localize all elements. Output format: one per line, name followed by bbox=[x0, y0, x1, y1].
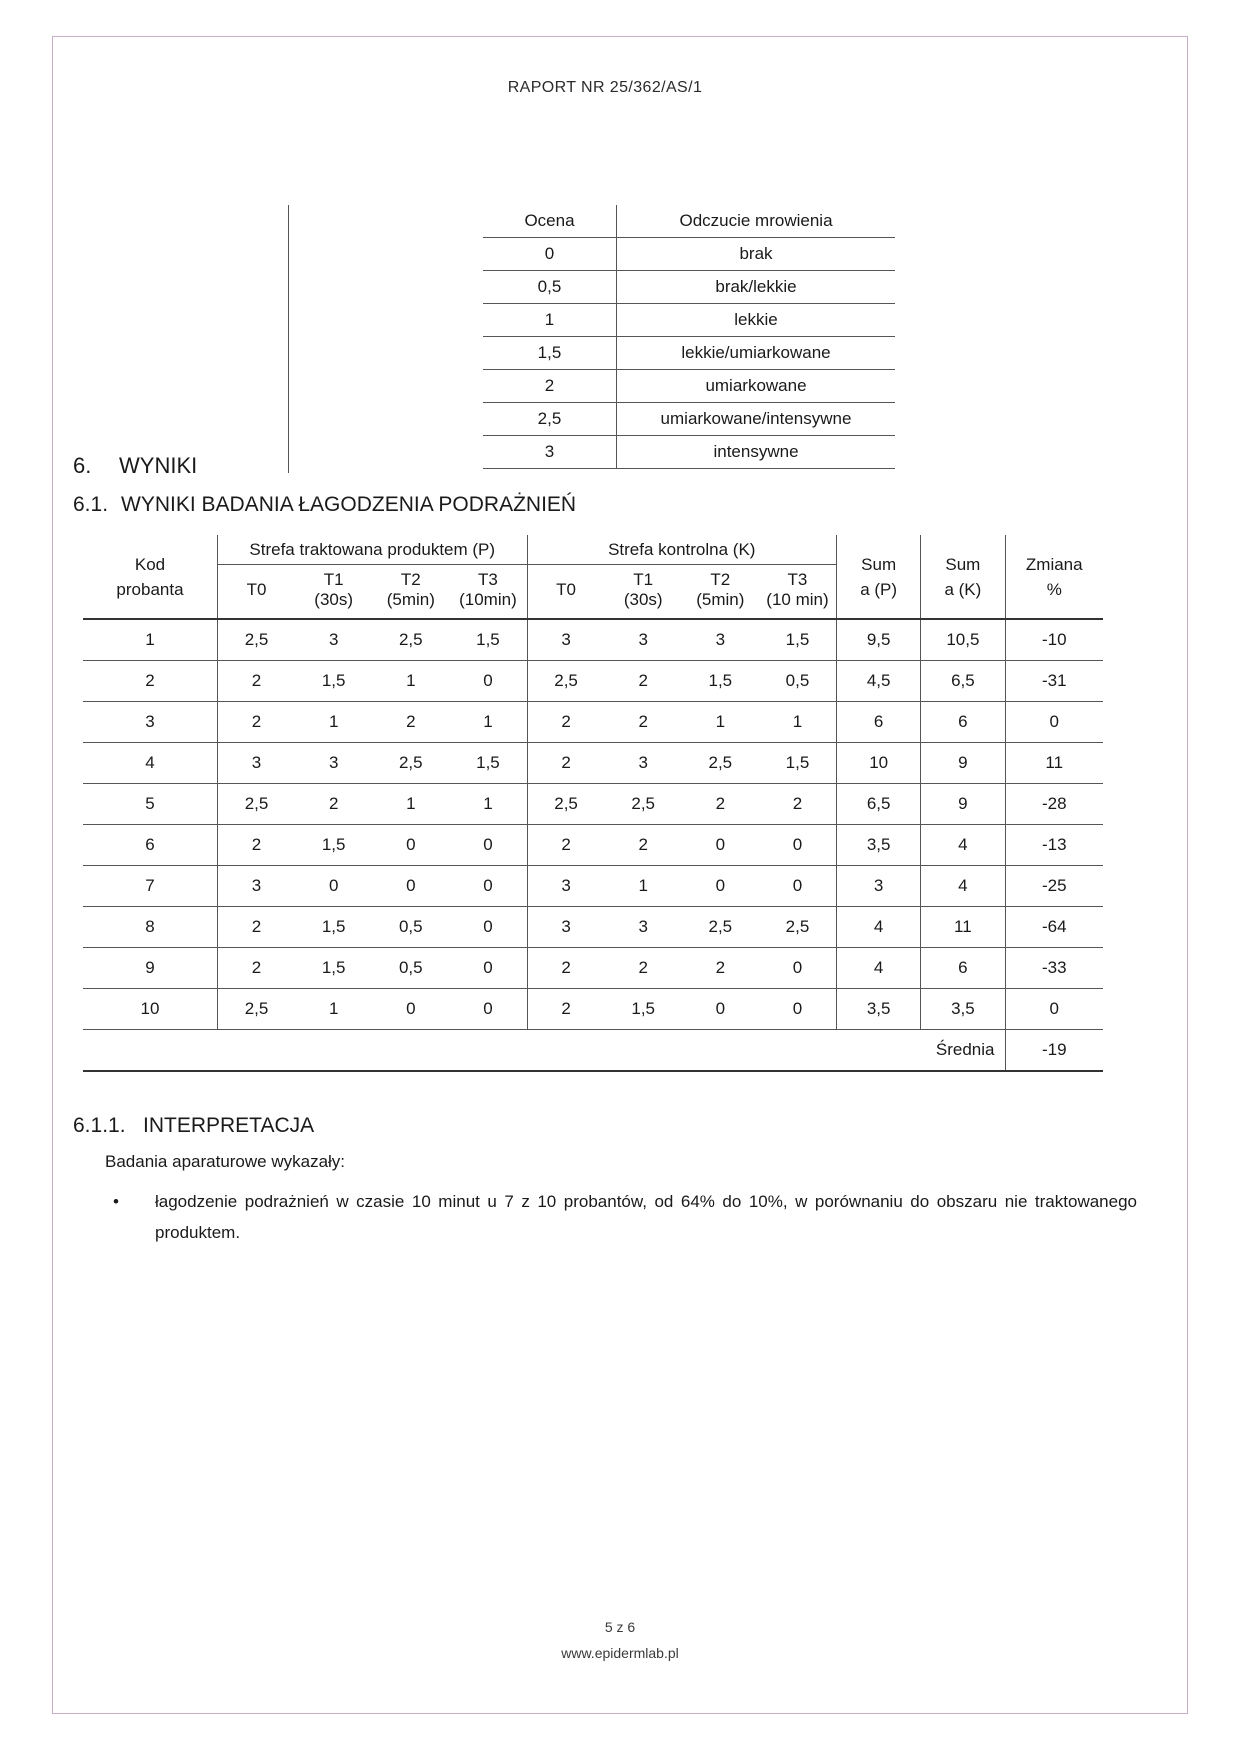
cell-p-t3: 1 bbox=[449, 702, 527, 743]
cell-k-t0: 2 bbox=[527, 948, 605, 989]
cell-code: 10 bbox=[83, 989, 217, 1030]
cell-p-t1: 3 bbox=[295, 619, 372, 661]
cell-k-t1: 2 bbox=[605, 661, 682, 702]
scale-label: brak/lekkie bbox=[617, 271, 896, 304]
interpretation-bullet-list bbox=[63, 1186, 1147, 1249]
cell-p-t0: 2,5 bbox=[217, 989, 295, 1030]
results-table-body bbox=[83, 619, 1103, 1071]
cell-change: 0 bbox=[1005, 702, 1103, 743]
cell-k-t1: 1,5 bbox=[605, 989, 682, 1030]
sub-l1: T2 bbox=[400, 570, 421, 589]
results-subheader-p-t0 bbox=[217, 565, 295, 620]
cell-sum-k: 4 bbox=[921, 866, 1005, 907]
cell-code: 3 bbox=[83, 702, 217, 743]
cell-p-t3: 1,5 bbox=[449, 743, 527, 784]
cell-change: -28 bbox=[1005, 784, 1103, 825]
cell-p-t1: 2 bbox=[295, 784, 372, 825]
subsub-title: INTERPRETACJA bbox=[143, 1114, 315, 1137]
scale-value: 0 bbox=[483, 238, 617, 271]
results-header-code bbox=[83, 535, 217, 619]
cell-p-t0: 2,5 bbox=[217, 619, 295, 661]
average-label: Średnia bbox=[83, 1030, 1005, 1072]
cell-code: 8 bbox=[83, 907, 217, 948]
cell-code: 4 bbox=[83, 743, 217, 784]
list-item-text: łagodzenie podrażnień w czasie 10 minut u 7 z 10 probantów, od 64% do 10%, w porównaniu do obszaru nie traktowanego produktem. bbox=[155, 1192, 1137, 1243]
scale-value: 2,5 bbox=[483, 403, 617, 436]
change-line2: % bbox=[1046, 580, 1062, 599]
cell-k-t3: 0 bbox=[759, 948, 837, 989]
scale-table-area bbox=[63, 123, 1147, 461]
cell-p-t3: 0 bbox=[449, 948, 527, 989]
results-subheader-k-t0 bbox=[527, 565, 605, 620]
cell-k-t1: 1 bbox=[605, 866, 682, 907]
cell-sum-p: 4 bbox=[837, 907, 921, 948]
cell-p-t3: 0 bbox=[449, 825, 527, 866]
bullet-icon: • bbox=[113, 1192, 119, 1211]
cell-k-t0: 3 bbox=[527, 619, 605, 661]
table-row bbox=[83, 743, 1103, 784]
sub-l1: T3 bbox=[478, 570, 498, 589]
scale-label: umiarkowane bbox=[617, 370, 896, 403]
sub-l1: T0 bbox=[246, 580, 267, 599]
cell-change: -25 bbox=[1005, 866, 1103, 907]
cell-p-t1: 1 bbox=[295, 702, 372, 743]
scale-value: 1 bbox=[483, 304, 617, 337]
page-content bbox=[53, 37, 1187, 1713]
sub-l2: (30s) bbox=[623, 590, 663, 609]
results-header-change bbox=[1005, 535, 1103, 619]
sub-l2: (10min) bbox=[459, 590, 517, 609]
table-row bbox=[483, 238, 895, 271]
cell-sum-p: 3 bbox=[837, 866, 921, 907]
sub-l1: T0 bbox=[556, 580, 576, 599]
scale-label: umiarkowane/intensywne bbox=[617, 403, 896, 436]
cell-k-t0: 2 bbox=[527, 743, 605, 784]
cell-p-t3: 0 bbox=[449, 907, 527, 948]
cell-sum-k: 4 bbox=[921, 825, 1005, 866]
cell-code: 1 bbox=[83, 619, 217, 661]
sub-l1: T1 bbox=[323, 570, 344, 589]
scale-value: 3 bbox=[483, 436, 617, 469]
footer-website: www.epidermlab.pl bbox=[561, 1645, 679, 1662]
cell-k-t3: 2,5 bbox=[759, 907, 837, 948]
sub-l1: T1 bbox=[633, 570, 654, 589]
cell-sum-p: 10 bbox=[837, 743, 921, 784]
cell-p-t1: 1,5 bbox=[295, 825, 372, 866]
cell-code: 2 bbox=[83, 661, 217, 702]
cell-p-t2: 2 bbox=[372, 702, 449, 743]
cell-p-t3: 0 bbox=[449, 989, 527, 1030]
cell-change: -31 bbox=[1005, 661, 1103, 702]
cell-sum-p: 4 bbox=[837, 948, 921, 989]
cell-k-t3: 2 bbox=[759, 784, 837, 825]
cell-p-t0: 2,5 bbox=[217, 784, 295, 825]
cell-p-t1: 1,5 bbox=[295, 948, 372, 989]
cell-p-t0: 2 bbox=[217, 661, 295, 702]
cell-p-t1: 1,5 bbox=[295, 661, 372, 702]
sum-k-line1: Sum bbox=[945, 554, 981, 574]
cell-k-t0: 3 bbox=[527, 866, 605, 907]
cell-k-t1: 2 bbox=[605, 702, 682, 743]
table-row bbox=[483, 436, 895, 469]
table-row bbox=[83, 661, 1103, 702]
cell-code: 5 bbox=[83, 784, 217, 825]
table-row bbox=[83, 948, 1103, 989]
cell-change: -13 bbox=[1005, 825, 1103, 866]
results-table bbox=[83, 535, 1103, 1072]
cell-k-t0: 2 bbox=[527, 989, 605, 1030]
results-subheader-p-t1 bbox=[295, 565, 372, 620]
cell-k-t3: 0,5 bbox=[759, 661, 837, 702]
subsub-number: 6.1.1. bbox=[73, 1114, 126, 1137]
results-header-group-k: Strefa kontrolna (K) bbox=[527, 535, 837, 565]
cell-sum-k: 9 bbox=[921, 784, 1005, 825]
cell-p-t0: 2 bbox=[217, 825, 295, 866]
cell-p-t2: 2,5 bbox=[372, 619, 449, 661]
cell-k-t1: 2,5 bbox=[605, 784, 682, 825]
cell-change: -33 bbox=[1005, 948, 1103, 989]
cell-k-t2: 0 bbox=[682, 866, 759, 907]
cell-p-t1: 0 bbox=[295, 866, 372, 907]
cell-k-t1: 3 bbox=[605, 743, 682, 784]
table-row bbox=[483, 304, 895, 337]
cell-sum-k: 9 bbox=[921, 743, 1005, 784]
table-row bbox=[83, 989, 1103, 1030]
page-footer bbox=[53, 1614, 1187, 1667]
table-row bbox=[83, 907, 1103, 948]
table-row bbox=[483, 337, 895, 370]
cell-change: -64 bbox=[1005, 907, 1103, 948]
sum-k-line2: a (K) bbox=[944, 580, 982, 599]
report-header: RAPORT NR 25/362/AS/1 bbox=[507, 79, 703, 96]
table-row bbox=[83, 702, 1103, 743]
cell-change: 11 bbox=[1005, 743, 1103, 784]
cell-k-t1: 3 bbox=[605, 907, 682, 948]
cell-k-t2: 2 bbox=[682, 948, 759, 989]
scale-value: 2 bbox=[483, 370, 617, 403]
scale-label: lekkie bbox=[617, 304, 896, 337]
cell-k-t2: 1,5 bbox=[682, 661, 759, 702]
cell-p-t0: 2 bbox=[217, 702, 295, 743]
results-header-group-p: Strefa traktowana produktem (P) bbox=[217, 535, 527, 565]
cell-p-t3: 1 bbox=[449, 784, 527, 825]
sub-l2: (5min) bbox=[696, 590, 745, 609]
sub-l2: (10 min) bbox=[766, 590, 829, 609]
cell-sum-p: 9,5 bbox=[837, 619, 921, 661]
cell-k-t0: 2 bbox=[527, 702, 605, 743]
average-value: -19 bbox=[1005, 1030, 1103, 1072]
cell-p-t2: 1 bbox=[372, 784, 449, 825]
cell-p-t3: 1,5 bbox=[449, 619, 527, 661]
cell-k-t2: 2,5 bbox=[682, 907, 759, 948]
results-header-sum-k bbox=[921, 535, 1005, 619]
cell-k-t0: 2,5 bbox=[527, 784, 605, 825]
sub-l2: (30s) bbox=[314, 590, 354, 609]
cell-p-t2: 0,5 bbox=[372, 948, 449, 989]
vertical-rule bbox=[288, 205, 289, 473]
cell-sum-p: 4,5 bbox=[837, 661, 921, 702]
results-subheader-k-t1 bbox=[605, 565, 682, 620]
list-item bbox=[113, 1186, 1147, 1249]
cell-p-t3: 0 bbox=[449, 866, 527, 907]
change-line1: Zmiana bbox=[1025, 554, 1083, 574]
section-title: WYNIKI bbox=[119, 453, 198, 478]
subsection-title: WYNIKI BADANIA ŁAGODZENIA PODRAŻNIEŃ bbox=[121, 493, 577, 516]
cell-k-t0: 3 bbox=[527, 907, 605, 948]
cell-k-t3: 1,5 bbox=[759, 743, 837, 784]
scale-table bbox=[483, 205, 895, 469]
cell-sum-p: 3,5 bbox=[837, 825, 921, 866]
results-header-sum-p bbox=[837, 535, 921, 619]
table-row bbox=[83, 784, 1103, 825]
cell-sum-k: 6,5 bbox=[921, 661, 1005, 702]
cell-k-t1: 3 bbox=[605, 619, 682, 661]
cell-sum-k: 11 bbox=[921, 907, 1005, 948]
cell-sum-k: 6 bbox=[921, 702, 1005, 743]
scale-value: 1,5 bbox=[483, 337, 617, 370]
cell-p-t1: 3 bbox=[295, 743, 372, 784]
scale-header-odczucie: Odczucie mrowienia bbox=[617, 205, 896, 238]
results-subheader-k-t2 bbox=[682, 565, 759, 620]
table-row-average bbox=[83, 1030, 1103, 1072]
cell-p-t2: 0,5 bbox=[372, 907, 449, 948]
cell-sum-k: 6 bbox=[921, 948, 1005, 989]
cell-k-t2: 0 bbox=[682, 825, 759, 866]
cell-p-t2: 0 bbox=[372, 989, 449, 1030]
cell-sum-k: 3,5 bbox=[921, 989, 1005, 1030]
sub-l1: T3 bbox=[787, 570, 808, 589]
cell-k-t3: 1 bbox=[759, 702, 837, 743]
cell-change: -10 bbox=[1005, 619, 1103, 661]
table-row bbox=[83, 866, 1103, 907]
subsection-number: 6.1. bbox=[73, 493, 109, 516]
cell-p-t0: 2 bbox=[217, 948, 295, 989]
cell-code: 9 bbox=[83, 948, 217, 989]
subsection-heading-badania bbox=[63, 493, 1147, 517]
cell-k-t0: 2,5 bbox=[527, 661, 605, 702]
cell-k-t3: 0 bbox=[759, 866, 837, 907]
results-subheader-p-t2 bbox=[372, 565, 449, 620]
sub-l1: T2 bbox=[710, 570, 731, 589]
results-subheader-p-t3 bbox=[449, 565, 527, 620]
scale-label: intensywne bbox=[617, 436, 896, 469]
cell-k-t0: 2 bbox=[527, 825, 605, 866]
cell-p-t0: 2 bbox=[217, 907, 295, 948]
cell-p-t2: 1 bbox=[372, 661, 449, 702]
sum-p-line1: Sum bbox=[861, 554, 897, 574]
cell-sum-p: 6 bbox=[837, 702, 921, 743]
cell-k-t1: 2 bbox=[605, 825, 682, 866]
table-row bbox=[83, 619, 1103, 661]
scale-label: brak bbox=[617, 238, 896, 271]
cell-sum-k: 10,5 bbox=[921, 619, 1005, 661]
cell-sum-p: 6,5 bbox=[837, 784, 921, 825]
cell-sum-p: 3,5 bbox=[837, 989, 921, 1030]
cell-p-t1: 1,5 bbox=[295, 907, 372, 948]
cell-k-t2: 1 bbox=[682, 702, 759, 743]
cell-k-t1: 2 bbox=[605, 948, 682, 989]
table-row bbox=[483, 370, 895, 403]
cell-p-t3: 0 bbox=[449, 661, 527, 702]
cell-change: 0 bbox=[1005, 989, 1103, 1030]
sum-p-line2: a (P) bbox=[860, 580, 898, 599]
cell-p-t1: 1 bbox=[295, 989, 372, 1030]
table-row bbox=[83, 825, 1103, 866]
cell-p-t2: 0 bbox=[372, 825, 449, 866]
cell-k-t3: 0 bbox=[759, 989, 837, 1030]
section-number: 6. bbox=[73, 453, 92, 478]
code-header-line2: probanta bbox=[116, 580, 184, 599]
cell-code: 6 bbox=[83, 825, 217, 866]
cell-p-t2: 0 bbox=[372, 866, 449, 907]
sub-l2: (5min) bbox=[386, 590, 435, 609]
cell-p-t0: 3 bbox=[217, 866, 295, 907]
page-number: 5 z 6 bbox=[604, 1618, 636, 1635]
subsection-heading-interpretacja bbox=[63, 1114, 1147, 1138]
cell-k-t3: 0 bbox=[759, 825, 837, 866]
code-header-line1: Kod bbox=[134, 554, 166, 574]
scale-label: lekkie/umiarkowane bbox=[617, 337, 896, 370]
table-row bbox=[483, 271, 895, 304]
cell-k-t2: 2 bbox=[682, 784, 759, 825]
table-row bbox=[483, 403, 895, 436]
results-subheader-k-t3 bbox=[759, 565, 837, 620]
scale-value: 0,5 bbox=[483, 271, 617, 304]
cell-k-t2: 3 bbox=[682, 619, 759, 661]
cell-p-t0: 3 bbox=[217, 743, 295, 784]
interpretation-lead: Badania aparaturowe wykazały: bbox=[105, 1152, 346, 1171]
cell-k-t2: 2,5 bbox=[682, 743, 759, 784]
cell-p-t2: 2,5 bbox=[372, 743, 449, 784]
cell-k-t3: 1,5 bbox=[759, 619, 837, 661]
scale-header-ocena: Ocena bbox=[483, 205, 617, 238]
cell-k-t2: 0 bbox=[682, 989, 759, 1030]
cell-code: 7 bbox=[83, 866, 217, 907]
